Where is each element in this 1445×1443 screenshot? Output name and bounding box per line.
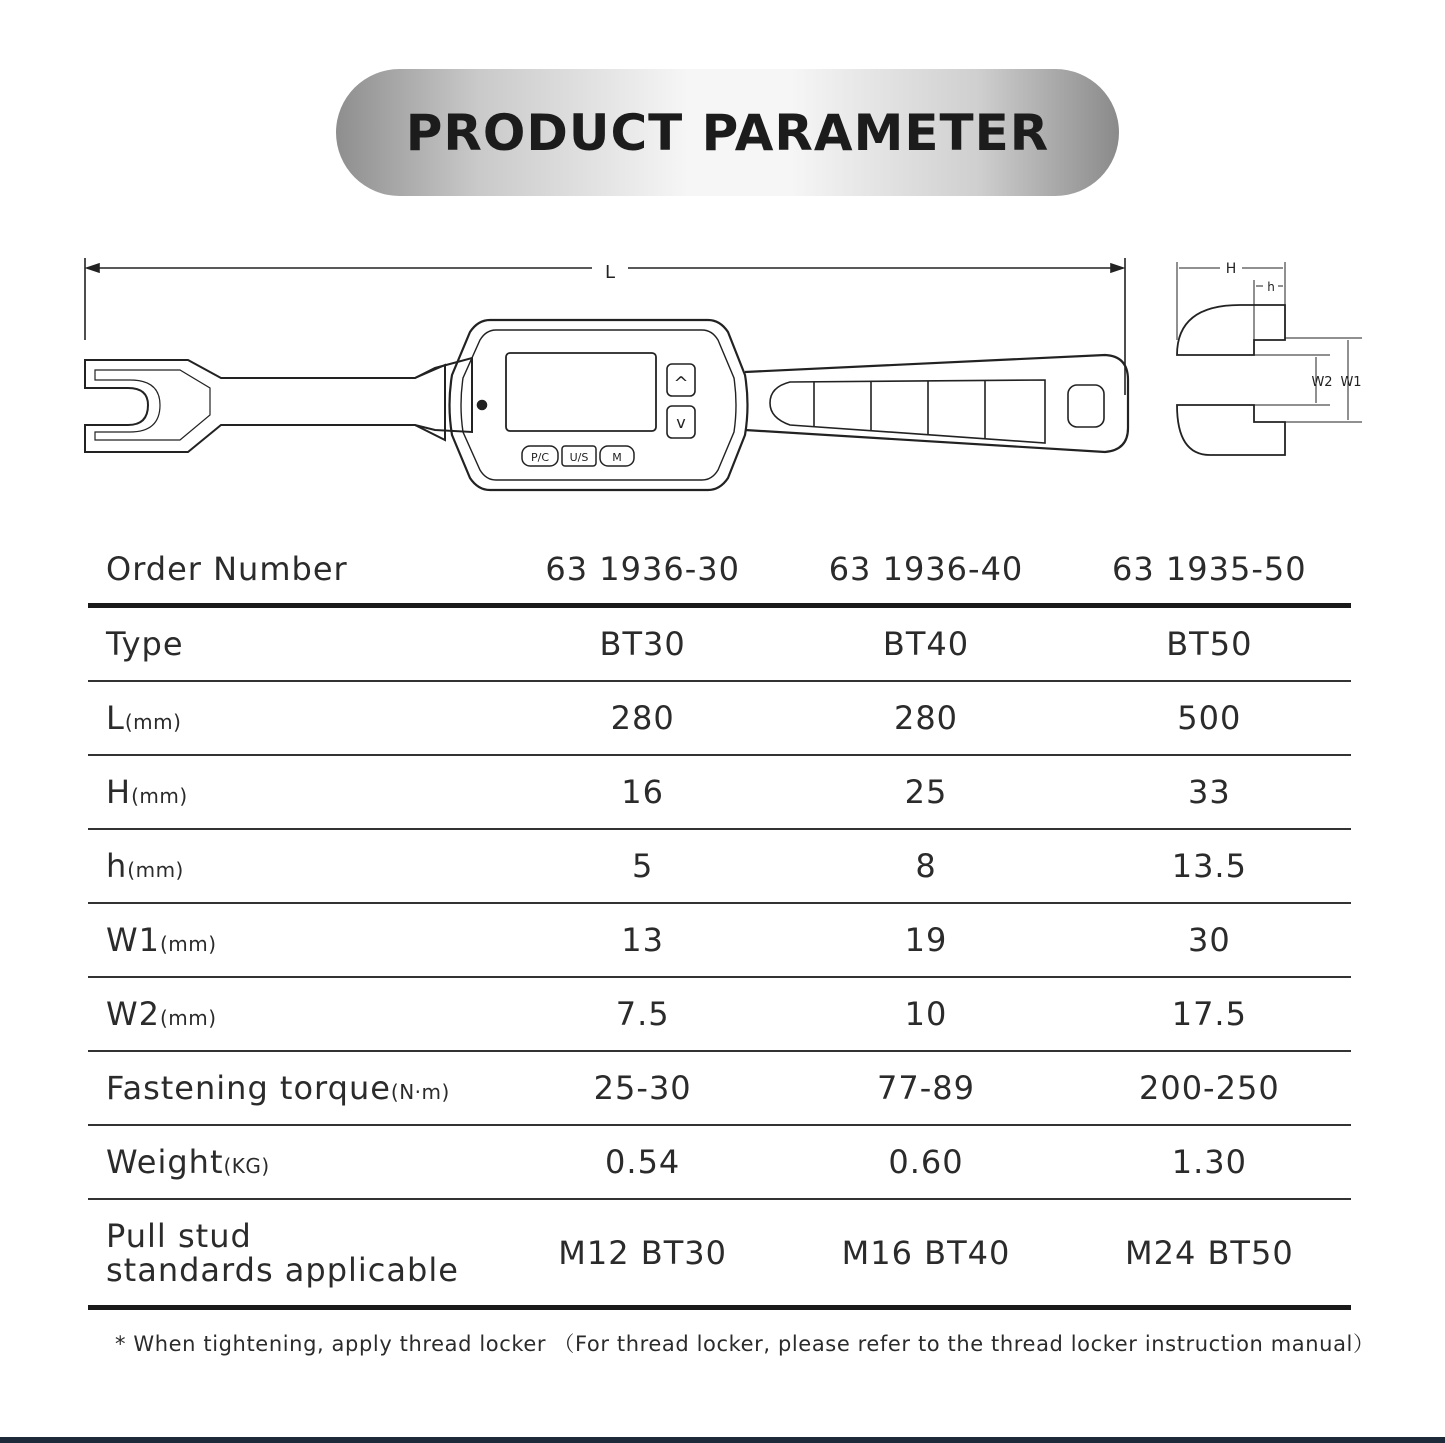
cell: 25-30	[501, 1051, 784, 1125]
table-row	[88, 903, 1351, 977]
table-header-row	[88, 535, 1351, 606]
hang-hole	[1068, 385, 1104, 427]
row-label-line-1: Pull stud	[106, 1216, 252, 1255]
cell: 25	[784, 755, 1067, 829]
header-label: Order Number	[88, 535, 501, 606]
table-row	[88, 606, 1351, 682]
display-body	[450, 320, 748, 490]
table-row	[88, 829, 1351, 903]
cell: 13	[501, 903, 784, 977]
cell: 17.5	[1068, 977, 1351, 1051]
m-button-label: M	[612, 451, 622, 464]
arrow-left	[87, 264, 99, 272]
dim-label-W2: W2	[1311, 375, 1333, 390]
table-row	[88, 1125, 1351, 1199]
cell: 0.60	[784, 1125, 1067, 1199]
row-label: W2	[106, 995, 160, 1033]
cell: 16	[501, 755, 784, 829]
header-col-3: 63 1935-50	[1068, 535, 1351, 606]
row-unit: (mm)	[160, 1006, 217, 1030]
wrench-dimension-drawing	[0, 240, 1445, 500]
row-unit: (N·m)	[390, 1080, 450, 1104]
cell: BT30	[501, 606, 784, 682]
row-label: Fastening torque	[106, 1069, 391, 1107]
row-label-line-2: standards applicable	[106, 1250, 459, 1289]
cell: 5	[501, 829, 784, 903]
cell: 77-89	[784, 1051, 1067, 1125]
row-label: H	[106, 773, 132, 811]
cell: 19	[784, 903, 1067, 977]
cell: 500	[1068, 681, 1351, 755]
cell: 13.5	[1068, 829, 1351, 903]
cell: 7.5	[501, 977, 784, 1051]
pc-button-label: P/C	[530, 451, 550, 464]
cell: 0.54	[501, 1125, 784, 1199]
header-col-1: 63 1936-30	[501, 535, 784, 606]
row-unit: (mm)	[160, 932, 217, 956]
cell: 200-250	[1068, 1051, 1351, 1125]
dim-label-H: H	[1225, 261, 1237, 277]
wrench-fork-head	[85, 358, 472, 452]
arrow-right	[1111, 264, 1123, 272]
cell: 8	[784, 829, 1067, 903]
row-label: Weight	[106, 1143, 224, 1181]
table-row	[88, 1199, 1351, 1308]
cell: 33	[1068, 755, 1351, 829]
handle	[745, 355, 1128, 452]
cell: 280	[784, 681, 1067, 755]
us-button-label: U/S	[569, 451, 589, 464]
cell: 30	[1068, 903, 1351, 977]
table-row	[88, 681, 1351, 755]
side-view-upper-jaw	[1177, 305, 1285, 355]
row-label: Type	[106, 625, 184, 663]
page-title: PRODUCT PARAMETER	[405, 103, 1050, 162]
cell: M12 BT30	[501, 1199, 784, 1308]
table-row	[88, 977, 1351, 1051]
cell: M24 BT50	[1068, 1199, 1351, 1308]
down-arrow-icon: v	[676, 413, 686, 432]
row-label: L	[106, 699, 125, 737]
bottom-bar	[0, 1437, 1445, 1443]
lcd-screen	[506, 353, 656, 431]
up-arrow-icon: ^	[673, 373, 689, 394]
row-unit: (mm)	[127, 858, 184, 882]
cell: M16 BT40	[784, 1199, 1067, 1308]
row-unit: (mm)	[124, 710, 182, 734]
header-col-2: 63 1936-40	[784, 535, 1067, 606]
row-label: W1	[106, 921, 160, 959]
row-label: h	[106, 847, 128, 885]
footnote: * When tightening, apply thread locker （For thread locker, please refer to the thread locker instruction manual）	[115, 1332, 1375, 1356]
cell: 1.30	[1068, 1125, 1351, 1199]
cell: BT50	[1068, 606, 1351, 682]
fork-head-inner-outline	[95, 370, 210, 440]
table-row	[88, 755, 1351, 829]
table-row	[88, 1051, 1351, 1125]
row-unit: (KG)	[223, 1154, 270, 1178]
dim-label-W1: W1	[1340, 375, 1362, 390]
parameter-table	[88, 535, 1351, 1310]
side-view-lower-jaw	[1177, 405, 1285, 455]
row-unit: (mm)	[131, 784, 188, 808]
dim-label-L: L	[604, 262, 616, 283]
indicator-dot	[478, 401, 487, 410]
cell: BT40	[784, 606, 1067, 682]
title-banner	[336, 69, 1119, 196]
cell: 10	[784, 977, 1067, 1051]
cell: 280	[501, 681, 784, 755]
dim-label-h: h	[1267, 280, 1275, 294]
